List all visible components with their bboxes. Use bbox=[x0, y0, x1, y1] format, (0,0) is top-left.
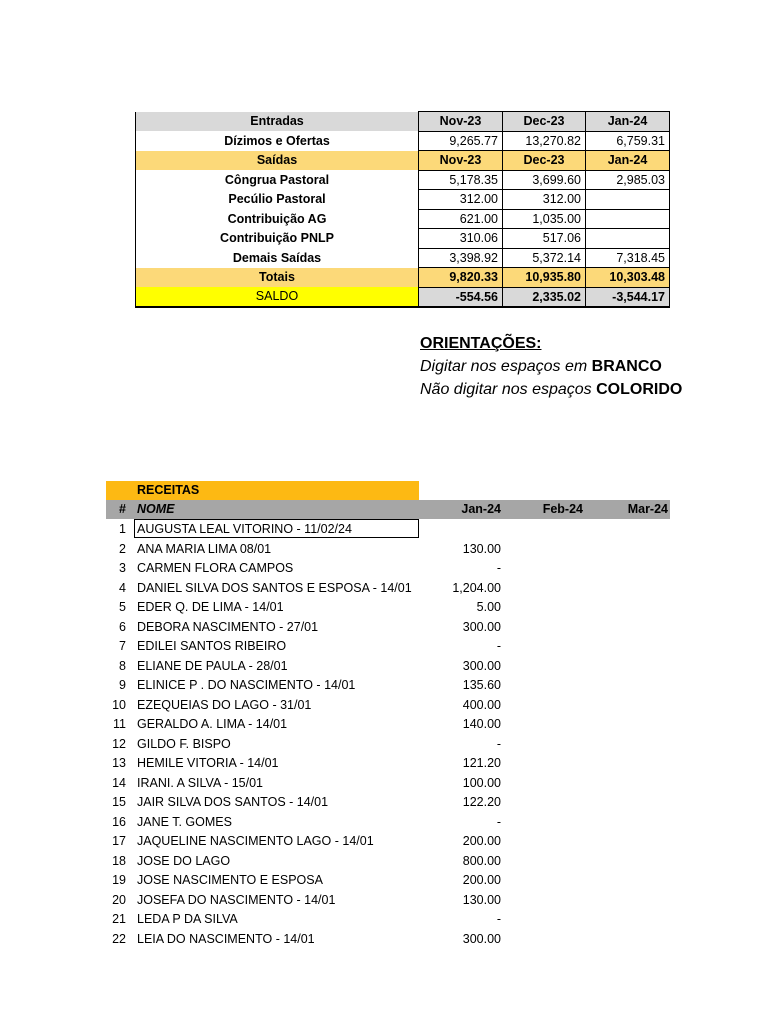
saldo-cell[interactable]: 2,335.02 bbox=[503, 287, 586, 307]
total-cell[interactable]: 9,820.33 bbox=[419, 268, 503, 288]
member-name-cell[interactable]: ELIANE DE PAULA - 28/01 bbox=[137, 658, 288, 673]
receitas-header-row bbox=[106, 500, 670, 519]
jan-value-cell[interactable]: 300.00 bbox=[462, 619, 501, 634]
saldo-cell[interactable]: -554.56 bbox=[419, 287, 503, 307]
jan-value-cell[interactable]: 300.00 bbox=[462, 931, 501, 946]
value-cell[interactable]: 2,985.03 bbox=[586, 170, 670, 190]
value-cell[interactable] bbox=[586, 190, 670, 210]
expense-row bbox=[136, 209, 670, 229]
jan-value-cell[interactable]: - bbox=[496, 639, 501, 653]
expense-row bbox=[136, 170, 670, 190]
table-row bbox=[106, 695, 670, 715]
member-name-cell[interactable]: JAQUELINE NASCIMENTO LAGO - 14/01 bbox=[137, 834, 374, 848]
member-name-cell[interactable]: ANA MARIA LIMA 08/01 bbox=[137, 541, 272, 556]
expense-row bbox=[136, 229, 670, 249]
jan-value-cell[interactable]: 200.00 bbox=[462, 834, 501, 848]
value-cell[interactable]: 3,398.92 bbox=[419, 248, 503, 268]
value-cell[interactable]: 5,178.35 bbox=[419, 170, 503, 190]
row-number: 11 bbox=[113, 717, 126, 731]
value-cell[interactable]: 13,270.82 bbox=[503, 131, 586, 151]
column-header-month[interactable]: Jan-24 bbox=[461, 502, 501, 516]
value-cell[interactable]: 6,759.31 bbox=[586, 131, 670, 151]
row-number: 19 bbox=[112, 873, 126, 887]
row-number: 6 bbox=[119, 619, 126, 634]
jan-value-cell[interactable]: 800.00 bbox=[462, 853, 501, 868]
saidas-label: Saídas bbox=[136, 151, 419, 171]
value-cell[interactable]: 312.00 bbox=[419, 190, 503, 210]
row-number: 17 bbox=[112, 834, 126, 848]
member-name-cell[interactable]: EDER Q. DE LIMA - 14/01 bbox=[137, 600, 284, 614]
row-number: 5 bbox=[119, 600, 126, 614]
table-row bbox=[106, 929, 670, 949]
totals-row bbox=[136, 268, 670, 288]
jan-value-cell[interactable]: 300.00 bbox=[462, 658, 501, 673]
table-row bbox=[106, 812, 670, 832]
month-header-cell[interactable]: Jan-24 bbox=[586, 151, 670, 171]
jan-value-cell[interactable]: 200.00 bbox=[462, 873, 501, 887]
summary-table bbox=[135, 111, 670, 308]
instructions-block bbox=[420, 332, 682, 401]
entradas-label: Entradas bbox=[136, 112, 419, 132]
jan-value-cell[interactable]: 5.00 bbox=[476, 600, 501, 614]
month-header-cell[interactable]: Jan-24 bbox=[586, 112, 670, 132]
row-number: 2 bbox=[119, 541, 126, 556]
jan-value-cell[interactable]: 130.00 bbox=[462, 541, 501, 556]
table-row bbox=[106, 851, 670, 871]
member-name-cell[interactable]: ELINICE P . DO NASCIMENTO - 14/01 bbox=[137, 678, 356, 692]
jan-value-cell[interactable]: 135.60 bbox=[462, 678, 501, 692]
member-name-cell[interactable]: HEMILE VITORIA - 14/01 bbox=[137, 756, 279, 770]
expense-row bbox=[136, 248, 670, 268]
table-row bbox=[106, 539, 670, 559]
expense-label: Côngrua Pastoral bbox=[136, 170, 419, 190]
total-cell[interactable]: 10,935.80 bbox=[503, 268, 586, 288]
table-row bbox=[106, 734, 670, 754]
receitas-title: RECEITAS bbox=[137, 483, 200, 497]
jan-value-cell[interactable]: 1,204.00 bbox=[452, 580, 501, 595]
row-number: 21 bbox=[112, 912, 126, 926]
row-number: 10 bbox=[112, 697, 126, 712]
expense-row bbox=[136, 190, 670, 210]
jan-value-cell[interactable]: 130.00 bbox=[462, 892, 501, 907]
row-number: 3 bbox=[119, 561, 126, 575]
dizimos-row bbox=[136, 131, 670, 151]
row-number: 20 bbox=[112, 892, 126, 907]
row-number: 14 bbox=[112, 775, 126, 790]
row-number: 18 bbox=[112, 853, 126, 868]
member-name-cell[interactable]: JANE T. GOMES bbox=[137, 814, 232, 829]
member-name-cell[interactable]: DEBORA NASCIMENTO - 27/01 bbox=[137, 619, 319, 634]
table-row bbox=[106, 519, 670, 539]
value-cell[interactable]: 517.06 bbox=[503, 229, 586, 249]
saldo-label: SALDO bbox=[136, 287, 419, 307]
row-number: 8 bbox=[119, 658, 126, 673]
saldo-cell[interactable]: -3,544.17 bbox=[586, 287, 670, 307]
value-cell[interactable] bbox=[586, 209, 670, 229]
value-cell[interactable] bbox=[586, 229, 670, 249]
jan-value-cell[interactable]: 122.20 bbox=[462, 795, 501, 809]
value-cell[interactable]: 3,699.60 bbox=[503, 170, 586, 190]
month-header-cell[interactable]: Dec-23 bbox=[503, 151, 586, 171]
row-number: 7 bbox=[119, 639, 126, 653]
table-row bbox=[106, 636, 670, 656]
instructions-keyword: COLORIDO bbox=[596, 381, 683, 398]
row-number: 9 bbox=[119, 678, 126, 692]
value-cell[interactable]: 7,318.45 bbox=[586, 248, 670, 268]
instructions-text: Digitar nos espaços em bbox=[420, 358, 592, 375]
jan-value-cell[interactable]: 400.00 bbox=[462, 697, 501, 712]
row-number: 16 bbox=[112, 814, 126, 829]
total-cell[interactable]: 10,303.48 bbox=[586, 268, 670, 288]
totals-label: Totais bbox=[136, 268, 419, 288]
expense-label: Demais Saídas bbox=[136, 248, 419, 268]
saidas-header-row bbox=[136, 151, 670, 171]
value-cell[interactable]: 5,372.14 bbox=[503, 248, 586, 268]
member-name-cell[interactable]: JOSEFA DO NASCIMENTO - 14/01 bbox=[137, 892, 336, 907]
table-row bbox=[106, 597, 670, 617]
entradas-header-row bbox=[136, 112, 670, 132]
table-row bbox=[106, 831, 670, 851]
value-cell[interactable]: 621.00 bbox=[419, 209, 503, 229]
column-header-month[interactable]: Mar-24 bbox=[627, 502, 668, 516]
member-name-cell[interactable]: GERALDO A. LIMA - 14/01 bbox=[137, 717, 288, 731]
row-number: 4 bbox=[119, 580, 126, 595]
member-name-cell[interactable]: CARMEN FLORA CAMPOS bbox=[137, 561, 294, 575]
table-row bbox=[106, 617, 670, 637]
table-row bbox=[106, 909, 670, 929]
table-row bbox=[106, 675, 670, 695]
expense-label: Pecúlio Pastoral bbox=[136, 190, 419, 210]
table-row bbox=[106, 870, 670, 890]
row-number: 12 bbox=[112, 736, 126, 751]
table-row bbox=[106, 753, 670, 773]
member-name-cell[interactable]: JAIR SILVA DOS SANTOS - 14/01 bbox=[137, 795, 329, 809]
table-row bbox=[106, 656, 670, 676]
expense-label: Contribuição AG bbox=[136, 209, 419, 229]
jan-value-cell[interactable]: 121.20 bbox=[462, 756, 501, 770]
instructions-line-1 bbox=[420, 355, 682, 378]
table-row bbox=[106, 558, 670, 578]
member-name-cell[interactable]: DANIEL SILVA DOS SANTOS E ESPOSA - 14/01 bbox=[137, 580, 412, 595]
jan-value-cell[interactable]: 140.00 bbox=[462, 717, 501, 731]
value-cell[interactable]: 310.06 bbox=[419, 229, 503, 249]
jan-value-cell[interactable]: - bbox=[496, 736, 501, 751]
receitas-list bbox=[106, 519, 670, 948]
value-cell[interactable]: 1,035.00 bbox=[503, 209, 586, 229]
row-number: 15 bbox=[112, 795, 126, 809]
member-name-cell[interactable]: EDILEI SANTOS RIBEIRO bbox=[137, 639, 287, 653]
jan-value-cell[interactable]: - bbox=[496, 561, 501, 575]
table-row bbox=[106, 890, 670, 910]
row-number: 13 bbox=[112, 756, 126, 770]
member-name-cell[interactable]: EZEQUEIAS DO LAGO - 31/01 bbox=[137, 697, 312, 712]
instructions-keyword: BRANCO bbox=[591, 358, 662, 375]
jan-value-cell[interactable]: - bbox=[496, 912, 501, 926]
column-header-number[interactable]: # bbox=[119, 502, 126, 516]
month-header-cell[interactable]: Dec-23 bbox=[503, 112, 586, 132]
row-number: 1 bbox=[119, 522, 126, 536]
month-header-cell[interactable]: Nov-23 bbox=[419, 112, 503, 132]
row-number: 22 bbox=[112, 931, 126, 946]
member-name-cell[interactable]: JOSE DO LAGO bbox=[137, 853, 231, 868]
table-row bbox=[106, 773, 670, 793]
dizimos-label: Dízimos e Ofertas bbox=[136, 131, 419, 151]
saldo-row bbox=[136, 287, 670, 307]
jan-value-cell[interactable]: 100.00 bbox=[462, 775, 501, 790]
expense-label: Contribuição PNLP bbox=[136, 229, 419, 249]
member-name-cell[interactable]: AUGUSTA LEAL VITORINO - 11/02/24 bbox=[137, 522, 352, 536]
table-row bbox=[106, 578, 670, 598]
value-cell[interactable]: 9,265.77 bbox=[419, 131, 503, 151]
instructions-line-2 bbox=[420, 378, 682, 401]
instructions-text: Não digitar nos espaços bbox=[420, 381, 597, 398]
table-row bbox=[106, 792, 670, 812]
month-header-cell[interactable]: Nov-23 bbox=[419, 151, 503, 171]
instructions-title: ORIENTAÇÕES: bbox=[420, 335, 542, 352]
member-name-cell[interactable]: JOSE NASCIMENTO E ESPOSA bbox=[137, 873, 323, 887]
column-header-month[interactable]: Feb-24 bbox=[542, 502, 583, 516]
member-name-cell[interactable]: LEIA DO NASCIMENTO - 14/01 bbox=[137, 931, 315, 946]
table-row bbox=[106, 714, 670, 734]
jan-value-cell[interactable]: - bbox=[496, 814, 501, 829]
member-name-cell[interactable]: IRANI. A SILVA - 15/01 bbox=[137, 775, 263, 790]
column-header-name[interactable]: NOME bbox=[137, 502, 175, 516]
value-cell[interactable]: 312.00 bbox=[503, 190, 586, 210]
member-name-cell[interactable]: GILDO F. BISPO bbox=[137, 736, 231, 751]
member-name-cell[interactable]: LEDA P DA SILVA bbox=[137, 912, 238, 926]
